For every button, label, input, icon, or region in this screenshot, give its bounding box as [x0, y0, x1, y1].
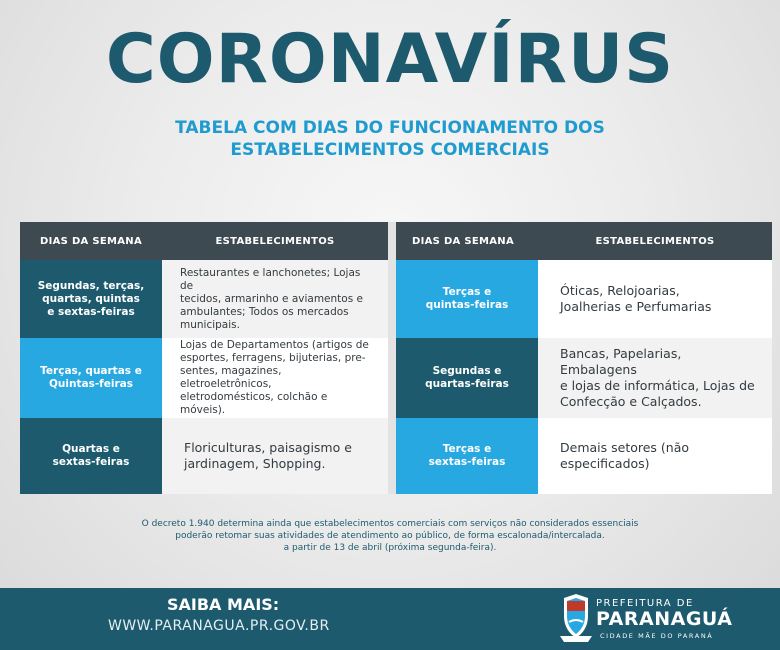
establishments-line: ambulantes; Todos os mercados [180, 305, 349, 318]
table-row-days [20, 418, 162, 494]
days-line: quartas-feiras [425, 378, 509, 390]
table-row-establishments [538, 418, 772, 494]
table-row-establishments [538, 260, 772, 338]
establishments-line: jardinagem, Shopping. [184, 456, 326, 471]
days-line: sextas-feiras [428, 456, 506, 468]
establishments-line: Lojas de Departamentos (artigos de [180, 339, 369, 351]
table-row-days [20, 338, 162, 418]
days-line: Quintas-feiras [48, 378, 133, 390]
table-row-establishments [162, 338, 388, 418]
note-line: a partir de 13 de abril (próxima segunda-feira). [283, 543, 497, 553]
establishments-line: Floriculturas, paisagismo e [184, 440, 352, 455]
table-row-days [20, 260, 162, 338]
page-subtitle [0, 117, 780, 161]
establishments-line: municipais. [180, 318, 240, 331]
schedule-table [20, 222, 772, 494]
column-header-establishments: ESTABELECIMENTOS [538, 222, 772, 260]
establishments-line: Joalherias e Perfumarias [560, 299, 712, 314]
column-header-days: DIAS DA SEMANA [20, 222, 162, 260]
days-line: Quartas e [62, 443, 120, 455]
establishments-line: Demais setores (não [560, 440, 690, 455]
subtitle-line: TABELA COM DIAS DO FUNCIONAMENTO DOS [175, 118, 605, 138]
website-link[interactable]: WWW.PARANAGUA.PR.GOV.BR [108, 618, 330, 634]
table-row-days [396, 260, 538, 338]
establishments-line: Bancas, Papelarias, Embalagens [560, 346, 682, 377]
days-line: e sextas-feiras [47, 305, 135, 318]
coat-of-arms-icon [558, 592, 594, 644]
logo-prefeitura: PREFEITURA DE [596, 598, 694, 609]
establishments-line: Óticas, Relojoarias, [560, 283, 680, 298]
note-line: poderão retomar suas atividades de atendimento ao público, de forma escalonada/intercalada. [175, 531, 605, 541]
establishments-line: Restaurantes e lanchonetes; Lojas de [180, 266, 361, 292]
note-line: O decreto 1.940 determina ainda que estabelecimentos comerciais com serviços não considerados essenciais [141, 519, 639, 529]
establishments-line: Confecção e Calçados. [560, 394, 702, 409]
days-line: sextas-feiras [52, 456, 130, 468]
establishments-line: especificados) [560, 456, 650, 471]
days-line: Terças e [442, 443, 492, 455]
days-line: Segundas e [432, 365, 502, 377]
column-header-establishments: ESTABELECIMENTOS [162, 222, 388, 260]
table-row-establishments [162, 418, 388, 494]
establishments-line: eletrodomésticos, colchão e móveis). [180, 391, 328, 416]
table-row-days [396, 338, 538, 418]
table-row-days [396, 418, 538, 494]
column-divider [388, 222, 396, 494]
establishments-line: tecidos, armarinho e aviamentos e [180, 292, 363, 305]
days-line: Terças e [442, 286, 492, 298]
days-line: quintas-feiras [425, 299, 509, 311]
saiba-mais-label: SAIBA MAIS: [167, 595, 280, 614]
establishments-line: esportes, ferragens, bijuterias, pre- [180, 352, 366, 364]
days-line: Terças, quartas e [40, 365, 142, 377]
table-row-establishments [162, 260, 388, 338]
decree-note [0, 518, 780, 554]
column-header-days: DIAS DA SEMANA [388, 222, 538, 260]
table-row-establishments [538, 338, 772, 418]
logo-tagline: CIDADE MÃE DO PARANÁ [600, 632, 714, 640]
days-line: Segundas, terças, [37, 279, 145, 292]
establishments-line: e lojas de informática, Lojas de [560, 378, 755, 393]
page-title: CORONAVÍRUS [105, 20, 675, 99]
subtitle-line: ESTABELECIMENTOS COMERCIAIS [230, 140, 550, 160]
logo-paranagua: PARANAGUÁ [596, 608, 733, 630]
establishments-line: sentes, magazines, eletroeletrônicos, [180, 365, 282, 390]
days-line: quartas, quintas [42, 292, 140, 305]
